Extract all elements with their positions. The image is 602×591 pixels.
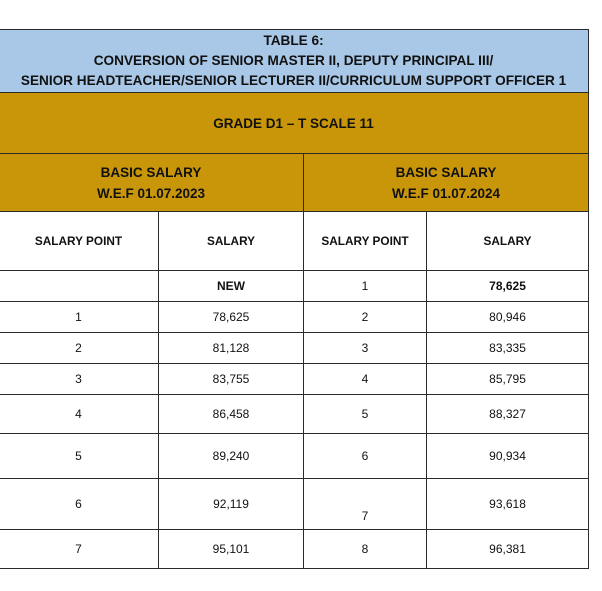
- salary-2024: 83,335: [427, 333, 589, 364]
- group-header-2023-line-1: BASIC SALARY: [100, 164, 202, 180]
- group-header-2024: [304, 154, 589, 212]
- salary-2023: NEW: [159, 271, 304, 302]
- salary-2024: 78,625: [427, 271, 589, 302]
- table-row: [0, 479, 589, 530]
- table-row: [0, 364, 589, 395]
- table-row: [0, 333, 589, 364]
- salary-point-2024: 3: [304, 333, 427, 364]
- salary-point-2024: 1: [304, 271, 427, 302]
- salary-2023: 86,458: [159, 395, 304, 434]
- table-row: [0, 271, 589, 302]
- salary-point-2024: 2: [304, 302, 427, 333]
- salary-point-2024: 6: [304, 434, 427, 479]
- group-header-2024-line-1: BASIC SALARY: [395, 164, 497, 180]
- salary-point-2023: 7: [0, 530, 159, 569]
- column-header-salary-2024: SALARY: [427, 212, 589, 271]
- salary-conversion-table: [0, 29, 589, 569]
- salary-point-2023: 2: [0, 333, 159, 364]
- salary-2024: 80,946: [427, 302, 589, 333]
- group-header-2023-line-2: W.E.F 01.07.2023: [96, 185, 206, 201]
- column-header-salary-2023: SALARY: [159, 212, 304, 271]
- table-row: [0, 434, 589, 479]
- salary-2023: 95,101: [159, 530, 304, 569]
- group-header-2023: [0, 154, 304, 212]
- table-title-line-1: TABLE 6:: [263, 33, 324, 48]
- salary-2023: 81,128: [159, 333, 304, 364]
- salary-2024: 90,934: [427, 434, 589, 479]
- salary-2024: 88,327: [427, 395, 589, 434]
- salary-point-2023: 6: [0, 479, 159, 530]
- salary-2024: 93,618: [427, 479, 589, 530]
- salary-2023: 83,755: [159, 364, 304, 395]
- salary-2023: 89,240: [159, 434, 304, 479]
- salary-2024: 96,381: [427, 530, 589, 569]
- salary-point-2024: 4: [304, 364, 427, 395]
- table-row: [0, 530, 589, 569]
- column-header-salary-point-2023: SALARY POINT: [0, 212, 159, 271]
- salary-point-2024: 8: [304, 530, 427, 569]
- salary-2024: 85,795: [427, 364, 589, 395]
- salary-2023: 78,625: [159, 302, 304, 333]
- table-title-line-2: CONVERSION OF SENIOR MASTER II, DEPUTY PRINCIPAL III/: [93, 53, 494, 68]
- salary-point-2023: 4: [0, 395, 159, 434]
- salary-2023: 92,119: [159, 479, 304, 530]
- salary-point-2023: 5: [0, 434, 159, 479]
- table-row: [0, 302, 589, 333]
- salary-point-2023: 1: [0, 302, 159, 333]
- salary-point-2023: [0, 271, 159, 302]
- table-title-line-3: SENIOR HEADTEACHER/SENIOR LECTURER II/CURRICULUM SUPPORT OFFICER 1: [20, 73, 567, 88]
- salary-point-2024: 5: [304, 395, 427, 434]
- table-row: [0, 395, 589, 434]
- column-header-salary-point-2024: SALARY POINT: [304, 212, 427, 271]
- grade-label: GRADE D1 – T SCALE 11: [0, 93, 589, 154]
- salary-point-2024: 7: [304, 479, 427, 530]
- salary-point-2023: 3: [0, 364, 159, 395]
- group-header-2024-line-2: W.E.F 01.07.2024: [391, 185, 501, 201]
- table-title: [0, 30, 589, 93]
